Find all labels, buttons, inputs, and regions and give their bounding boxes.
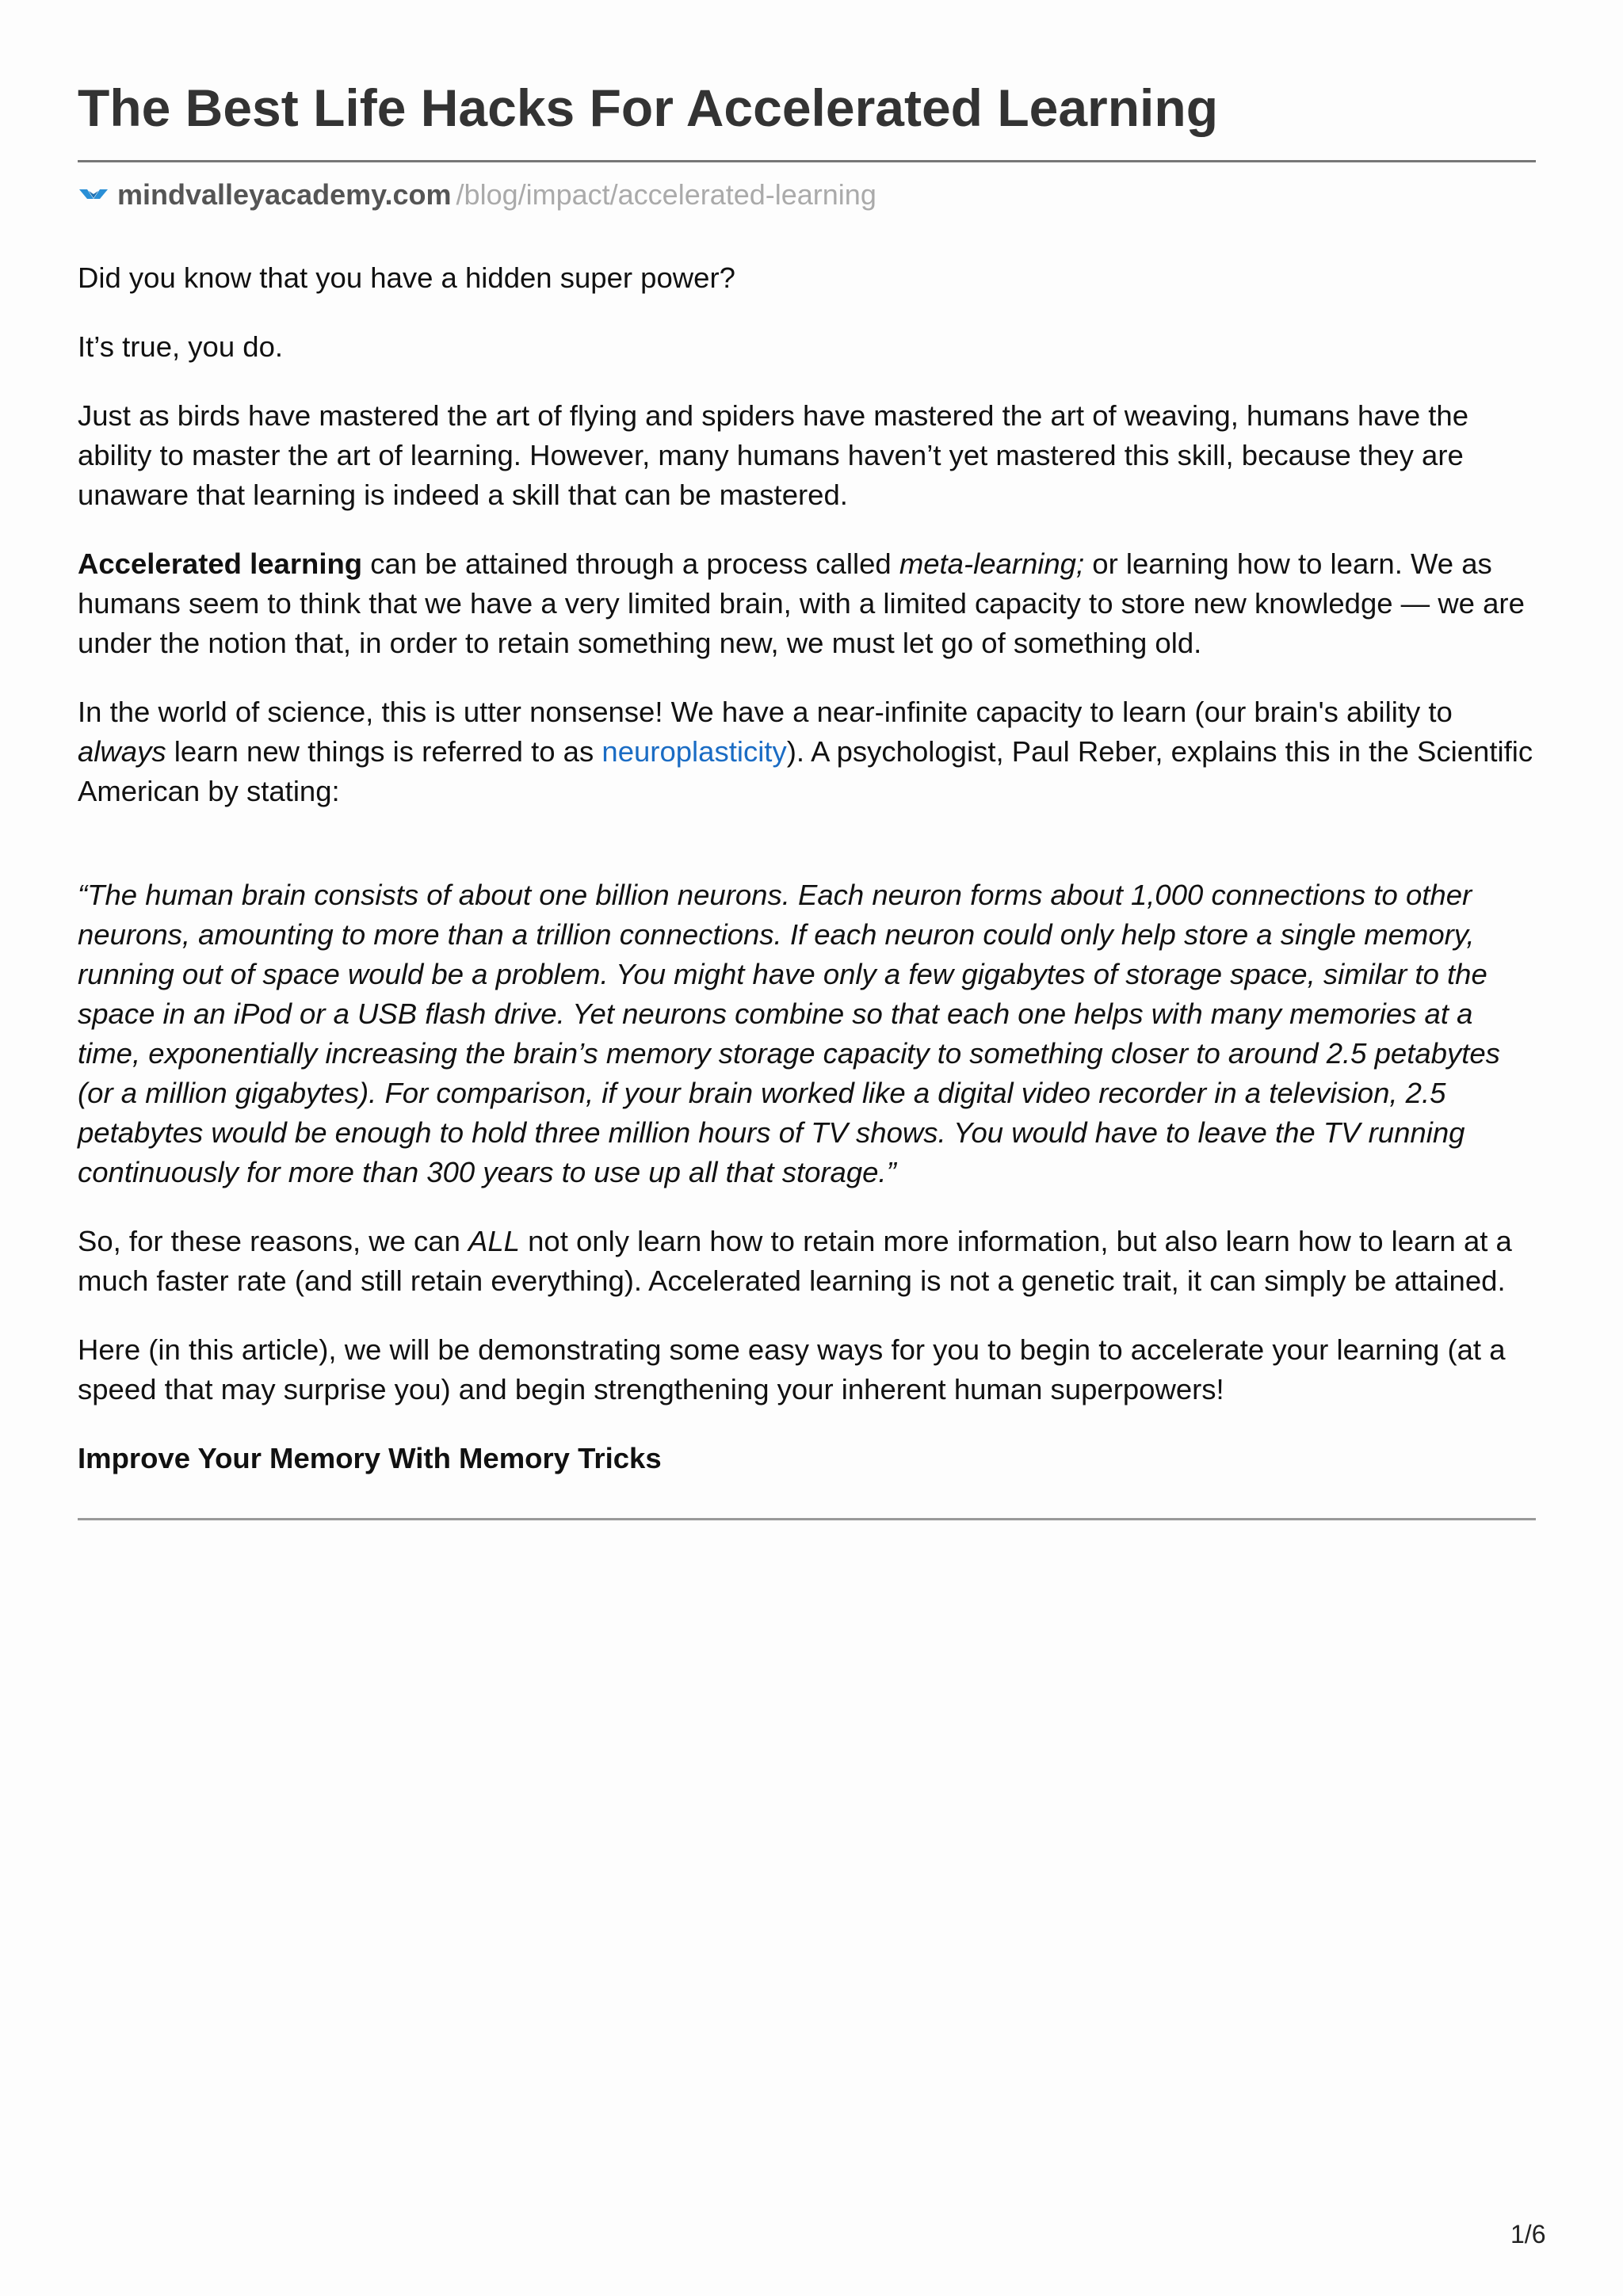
paragraph-5 xyxy=(78,692,1536,811)
paragraph-5-text-2: learn new things is referred to as xyxy=(166,735,602,768)
paragraph-5-text-3: ). A psychologist, Paul Reber, explains this in the Scientific American by stating: xyxy=(78,735,1533,807)
always-emphasis: always xyxy=(78,735,166,768)
neuroplasticity-link[interactable]: neuroplasticity xyxy=(601,735,787,768)
all-emphasis: ALL xyxy=(468,1225,520,1257)
page-title: The Best Life Hacks For Accelerated Learning xyxy=(78,78,1219,137)
meta-learning-emphasis: meta-learning; xyxy=(899,547,1085,580)
paragraph-2: It’s true, you do. xyxy=(78,330,284,363)
mindvalley-logo-icon xyxy=(78,186,109,204)
accelerated-learning-bold: Accelerated learning xyxy=(78,547,363,580)
source-domain: mindvalleyacademy.com xyxy=(117,178,452,211)
page-number: 1/6 xyxy=(1510,2220,1546,2248)
section-divider xyxy=(78,1518,1536,1520)
paragraph-4-text-2: or learning how to learn. We as humans seem to think that we have a very limited brain, with a limited capacity to store new knowledge — we are under the notion that, in order to retain something new, we must let go of something old. xyxy=(78,547,1525,659)
source-line xyxy=(78,176,876,214)
section-heading: Improve Your Memory With Memory Tricks xyxy=(78,1442,662,1474)
paragraph-1: Did you know that you have a hidden super power? xyxy=(78,261,735,294)
source-path: /blog/impact/accelerated-learning xyxy=(456,178,876,211)
paragraph-5-text-1: In the world of science, this is utter nonsense! We have a near-infinite capacity to learn (our brain's ability to xyxy=(78,696,1453,728)
paragraph-3: Just as birds have mastered the art of flying and spiders have mastered the art of weaving, humans have the ability to master the art of learning. However, many humans haven’t yet mastered this skill, because they are unaware that learning is indeed a skill that can be mastered. xyxy=(78,399,1468,511)
paragraph-4 xyxy=(78,544,1536,663)
title-divider xyxy=(78,160,1536,162)
paragraph-6-text-1: So, for these reasons, we can xyxy=(78,1225,469,1257)
paragraph-4-text-1: can be attained through a process called xyxy=(362,547,899,580)
paragraph-7: Here (in this article), we will be demonstrating some easy ways for you to begin to accelerate your learning (at a speed that may surprise you) and begin strengthening your inherent human superpowers! xyxy=(78,1333,1506,1405)
reber-quote: “The human brain consists of about one billion neurons. Each neuron forms about 1,000 connections to other neurons, amounting to more than a trillion connections. If each neuron could only help store a single memory, running out of space would be a problem. You might have only a few gigabytes of storage space, similar to the space in an iPod or a USB flash drive. Yet neurons combine so that each one helps with many memories at a time, exponentially increasing the brain’s memory storage capacity to something closer to around 2.5 petabytes (or a million gigabytes). For comparison, if your brain worked like a digital video recorder in a television, 2.5 petabytes would be enough to hold three million hours of TV shows. You would have to leave the TV running continuously for more than 300 years to use up all that storage.” xyxy=(78,879,1500,1188)
article-body xyxy=(78,258,1536,1478)
paragraph-6-text-2: not only learn how to retain more information, but also learn how to learn at a much faster rate (and still retain everything). Accelerated learning is not a genetic trait, it can simply be attained. xyxy=(78,1225,1512,1297)
paragraph-6 xyxy=(78,1222,1536,1301)
